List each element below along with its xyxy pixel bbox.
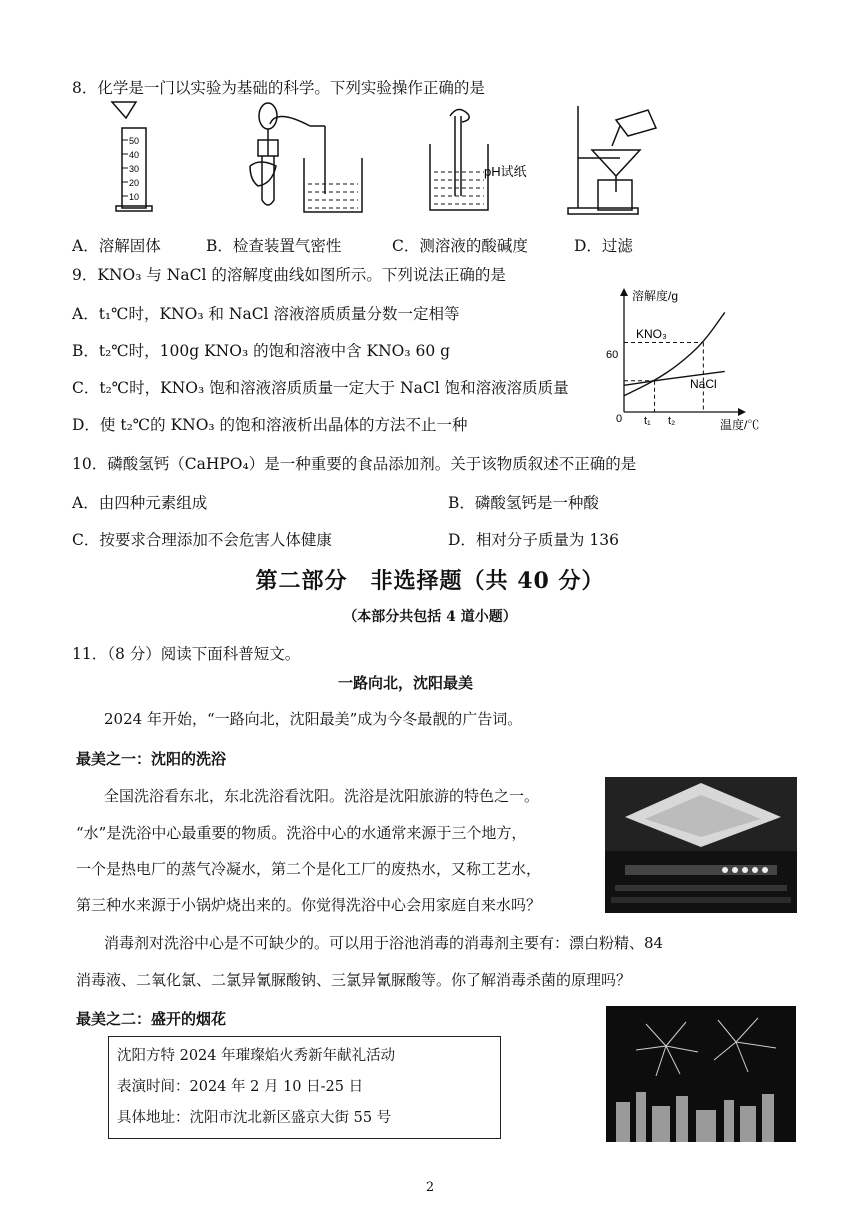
bath-paragraph-line-1: 全国洗浴看东北，东北洗浴看沈阳。洗浴是沈阳旅游的特色之一。	[104, 787, 540, 805]
q10-option-c: C．按要求合理添加不会危害人体健康	[72, 531, 332, 549]
x-tick-t2: t₂	[668, 415, 676, 427]
q9-stem: 9．KNO₃ 与 NaCl 的溶解度曲线如图所示。下列说法正确的是	[72, 266, 506, 284]
q8-diagrams	[100, 96, 660, 220]
bath-hall-photo	[605, 777, 797, 913]
x-axis-label: 温度/℃	[720, 418, 760, 432]
event-time: 表演时间：2024 年 2 月 10 日-25 日	[117, 1079, 364, 1095]
solubility-chart	[604, 284, 790, 434]
q9-option-d: D．使 t₂℃的 KNO₃ 的饱和溶液析出晶体的方法不止一种	[72, 416, 468, 434]
graduated-cylinder-diagram	[112, 102, 152, 211]
q11-stem: 11．（8 分）阅读下面科普短文。	[72, 645, 301, 663]
section-heading-bath: 最美之一：沈阳的洗浴	[76, 750, 227, 768]
tick-40: 40	[129, 150, 140, 160]
tick-20: 20	[129, 178, 140, 188]
bath-paragraph-line-2: “水”是洗浴中心最重要的物质。洗浴中心的水通常来源于三个地方，	[76, 824, 527, 842]
x-axis-arrow	[738, 408, 746, 416]
disinfect-paragraph-line-1: 消毒剂对洗浴中心是不可缺少的。可以用于浴池消毒的消毒剂主要有：漂白粉精、84	[104, 934, 664, 952]
q10-option-b: B．磷酸氢钙是一种酸	[448, 494, 599, 512]
q8-option-a: A．溶解固体	[72, 237, 161, 255]
article-title: 一路向北，沈阳最美	[338, 674, 474, 692]
q9-option-a: A．t₁℃时，KNO₃ 和 NaCl 溶液溶质质量分数一定相等	[72, 305, 460, 323]
origin-label: 0	[616, 413, 623, 425]
q8-stem: 8．化学是一门以实验为基础的科学。下列实验操作正确的是	[72, 79, 485, 97]
event-title: 沈阳方特 2024 年璀璨焰火秀新年献礼活动	[117, 1048, 396, 1064]
ph-test-diagram	[430, 109, 488, 210]
q10-stem: 10．磷酸氢钙（CaHPO₄）是一种重要的食品添加剂。关于该物质叙述不正确的是	[72, 455, 637, 473]
y-axis-label: 溶解度/g	[632, 289, 679, 303]
part2-title: 第二部分 非选择题（共 40 分）	[255, 568, 605, 594]
section-heading-fireworks: 最美之二：盛开的烟花	[76, 1010, 227, 1028]
q10-option-a: A．由四种元素组成	[72, 494, 208, 512]
tick-50: 50	[129, 136, 140, 146]
q9-option-c: C．t₂℃时，KNO₃ 饱和溶液溶质质量一定大于 NaCl 饱和溶液溶质质量	[72, 379, 569, 397]
tick-10: 10	[129, 192, 140, 202]
event-address: 具体地址：沈阳市沈北新区盛京大街 55 号	[117, 1110, 392, 1126]
series-label-nacl: NaCl	[690, 377, 717, 391]
ph-paper-label: pH试纸	[484, 164, 527, 179]
q8-option-d: D．过滤	[574, 237, 633, 255]
y-axis-arrow	[620, 288, 628, 296]
q9-option-b: B．t₂℃时，100g KNO₃ 的饱和溶液中含 KNO₃ 60 g	[72, 342, 451, 360]
q10-option-d: D．相对分子质量为 136	[448, 531, 619, 549]
airtightness-apparatus-diagram	[250, 103, 362, 212]
part2-subtitle: （本部分共包括 4 道小题）	[343, 609, 517, 625]
disinfect-paragraph-line-2: 消毒液、二氧化氯、二氯异氰脲酸钠、三氯异氰脲酸等。你了解消毒杀菌的原理吗？	[76, 971, 632, 989]
fireworks-photo	[606, 1006, 796, 1142]
page-number: 2	[425, 1180, 435, 1195]
y-tick-60: 60	[606, 349, 619, 361]
filtration-diagram	[568, 106, 656, 214]
tick-30: 30	[129, 164, 140, 174]
q8-option-b: B．检查装置气密性	[206, 237, 342, 255]
series-label-kno3: KNO₃	[636, 327, 667, 341]
bath-paragraph-line-3: 一个是热电厂的蒸气冷凝水，第二个是化工厂的废热水，又称工艺水，	[76, 860, 542, 878]
x-tick-t1: t₁	[644, 415, 651, 427]
article-intro: 2024 年开始，“一路向北，沈阳最美”成为今冬最靓的广告词。	[104, 710, 523, 728]
bath-paragraph-line-4: 第三种水来源于小锅炉烧出来的。你觉得洗浴中心会用家庭自来水吗？	[76, 896, 542, 914]
q8-option-c: C．测溶液的酸碱度	[392, 237, 528, 255]
event-info-box	[108, 1036, 501, 1139]
